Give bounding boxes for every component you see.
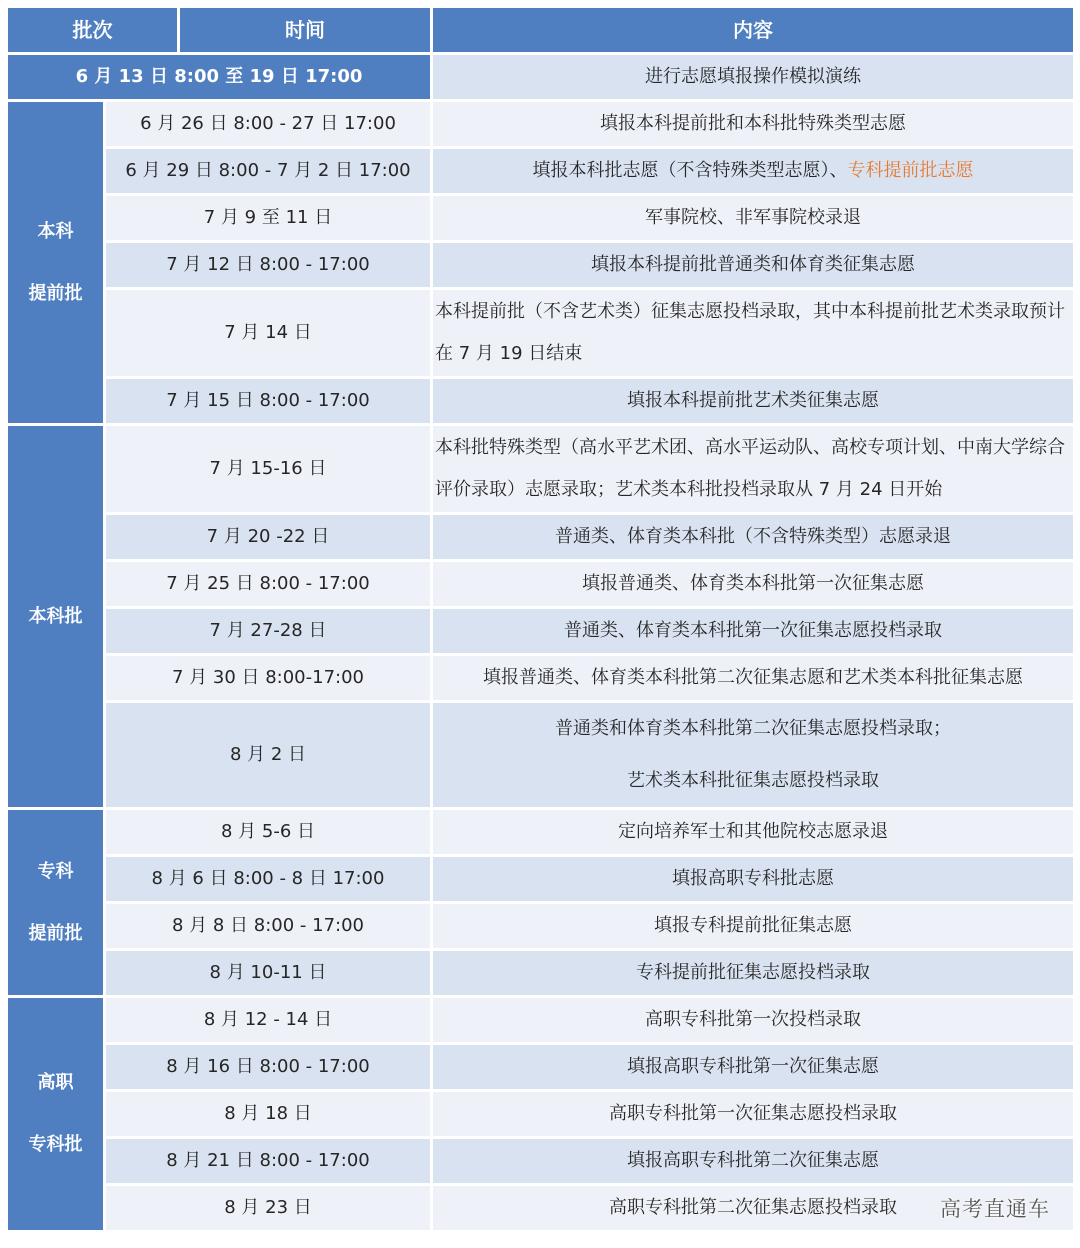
row-content <box>433 951 1073 995</box>
row-content-text: 普通类、体育类本科批第一次征集志愿投档录取 <box>564 620 942 641</box>
row-time: 7 月 27-28 日 <box>106 609 433 653</box>
row-content-text: 填报高职专科批志愿 <box>672 868 834 889</box>
row-content-text: 军事院校、非军事院校录退 <box>645 207 861 228</box>
row-content-text: 高职专科批第二次征集志愿投档录取 <box>609 1197 897 1218</box>
row-time: 8 月 12 - 14 日 <box>106 998 433 1042</box>
batch-label <box>8 102 106 423</box>
row-content-text: 填报普通类、体育类本科批第二次征集志愿和艺术类本科批征集志愿 <box>483 667 1023 688</box>
row-content <box>433 656 1073 700</box>
table-row <box>8 703 1073 807</box>
row-time: 6 月 26 日 8:00 - 27 日 17:00 <box>106 102 433 146</box>
table-row <box>8 426 1073 512</box>
row-content <box>433 102 1073 146</box>
batch-label-line: 专科 <box>37 860 74 882</box>
row-content-text: 本科提前批（不含艺术类）征集志愿投档录取，其中本科提前批艺术类录取预计在 7 月 19 日结束 <box>435 301 1065 364</box>
header-batch: 批次 <box>8 8 180 52</box>
row-content <box>433 1045 1073 1089</box>
row-content-text: 填报高职专科批第二次征集志愿 <box>627 1150 879 1171</box>
row-time: 7 月 9 至 11 日 <box>106 196 433 240</box>
row-content <box>433 290 1073 376</box>
row-content <box>433 379 1073 423</box>
table-row <box>8 515 1073 559</box>
row-time: 8 月 2 日 <box>106 703 433 807</box>
row-time: 8 月 23 日 <box>106 1186 433 1230</box>
row-content <box>433 426 1073 512</box>
row-content <box>433 998 1073 1042</box>
watermark: 高考直通车 <box>940 1197 1050 1221</box>
row-time: 8 月 18 日 <box>106 1092 433 1136</box>
admission-schedule-table <box>8 5 1073 1233</box>
row-content-text: 填报专科提前批征集志愿 <box>654 915 852 936</box>
row-content <box>433 1092 1073 1136</box>
table-row <box>8 656 1073 700</box>
table-row <box>8 562 1073 606</box>
row-content-text: 填报高职专科批第一次征集志愿 <box>627 1056 879 1077</box>
row-content-text: 定向培养军士和其他院校志愿录退 <box>618 821 888 842</box>
row-content-text: 高职专科批第一次征集志愿投档录取 <box>609 1103 897 1124</box>
row-content-text: 专科提前批征集志愿投档录取 <box>636 962 870 983</box>
row-time: 7 月 20 -22 日 <box>106 515 433 559</box>
table-row <box>8 1045 1073 1089</box>
batch-label-line: 提前批 <box>28 922 83 944</box>
row-content <box>433 904 1073 948</box>
table-row <box>8 998 1073 1042</box>
row-time: 7 月 25 日 8:00 - 17:00 <box>106 562 433 606</box>
row-content-text: 高职专科批第一次投档录取 <box>645 1009 861 1030</box>
row-time: 7 月 12 日 8:00 - 17:00 <box>106 243 433 287</box>
table-row <box>8 379 1073 423</box>
row-content <box>433 857 1073 901</box>
batch-label <box>8 998 106 1230</box>
row-content-text: 填报本科提前批和本科批特殊类型志愿 <box>600 113 906 134</box>
highlighted-text: 专科提前批志愿 <box>847 160 974 181</box>
row-content-text: 填报本科提前批普通类和体育类征集志愿 <box>591 254 915 275</box>
row-time: 7 月 15-16 日 <box>106 426 433 512</box>
row-content <box>433 515 1073 559</box>
row-content-text: 填报本科提前批艺术类征集志愿 <box>627 390 879 411</box>
batch-label-line: 本科批 <box>28 605 83 627</box>
simulation-row <box>8 55 1073 99</box>
table-row <box>8 857 1073 901</box>
batch-label <box>8 426 106 807</box>
table-row <box>8 243 1073 287</box>
row-content <box>433 149 1073 193</box>
row-content <box>433 196 1073 240</box>
row-content-line: 普通类和体育类本科批第二次征集志愿投档录取； <box>555 718 951 739</box>
batch-label-line: 高职 <box>37 1072 74 1093</box>
row-content-text: 填报本科批志愿（不含特殊类型志愿）、 <box>532 160 848 181</box>
table-row <box>8 196 1073 240</box>
line-gap <box>435 745 1071 765</box>
batch-label-line: 提前批 <box>28 282 83 304</box>
table-row <box>8 1139 1073 1183</box>
row-time: 8 月 16 日 8:00 - 17:00 <box>106 1045 433 1089</box>
row-content-text: 填报普通类、体育类本科批第一次征集志愿 <box>582 573 924 594</box>
batch-label-line: 本科 <box>37 220 74 242</box>
row-time: 8 月 21 日 8:00 - 17:00 <box>106 1139 433 1183</box>
simulation-task: 进行志愿填报操作模拟演练 <box>433 55 1073 99</box>
row-time: 6 月 29 日 8:00 - 7 月 2 日 17:00 <box>106 149 433 193</box>
row-content <box>433 703 1073 807</box>
table-row <box>8 904 1073 948</box>
row-content <box>433 562 1073 606</box>
table-row <box>8 1092 1073 1136</box>
row-content-line: 艺术类本科批征集志愿投档录取 <box>627 770 879 791</box>
row-time: 8 月 5-6 日 <box>106 810 433 854</box>
row-time: 8 月 6 日 8:00 - 8 日 17:00 <box>106 857 433 901</box>
table-row <box>8 149 1073 193</box>
table-row <box>8 290 1073 376</box>
table-row <box>8 1186 1073 1230</box>
table-row <box>8 810 1073 854</box>
row-time: 7 月 15 日 8:00 - 17:00 <box>106 379 433 423</box>
row-content-text: 普通类、体育类本科批（不含特殊类型）志愿录退 <box>555 526 951 547</box>
header-content: 内容 <box>433 8 1073 52</box>
table-row <box>8 102 1073 146</box>
row-time: 7 月 14 日 <box>106 290 433 376</box>
header-time: 时间 <box>180 8 433 52</box>
row-content <box>433 609 1073 653</box>
header-row <box>8 8 1073 52</box>
batch-label-line: 专科批 <box>28 1134 83 1155</box>
row-time: 8 月 10-11 日 <box>106 951 433 995</box>
row-content <box>433 810 1073 854</box>
table-row <box>8 951 1073 995</box>
row-content-text: 本科批特殊类型（高水平艺术团、高水平运动队、高校专项计划、中南大学综合评价录取）志愿录取；艺术类本科批投档录取从 7 月 24 日开始 <box>435 437 1065 500</box>
simulation-time: 6 月 13 日 8:00 至 19 日 17:00 <box>8 55 433 99</box>
row-content <box>433 1139 1073 1183</box>
table-row <box>8 609 1073 653</box>
row-content <box>433 243 1073 287</box>
row-time: 7 月 30 日 8:00-17:00 <box>106 656 433 700</box>
row-time: 8 月 8 日 8:00 - 17:00 <box>106 904 433 948</box>
batch-label <box>8 810 106 995</box>
